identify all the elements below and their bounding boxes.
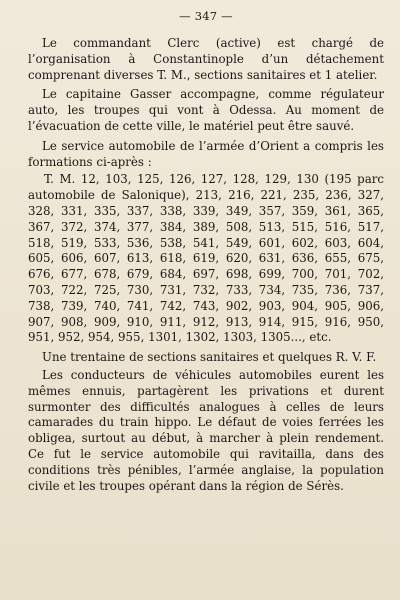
- paragraph-gasser: Le capitaine Gasser accompagne, comme régulateur auto, les troupes qui vont à Odessa. Au moment de l’évacuation de cette ville, le matériel peut être sauvé.: [28, 87, 384, 133]
- paragraph-formation-list: T. M. 12, 103, 125, 126, 127, 128, 129, 130 (195 parc automobile de Salonique), 213, 216, 221, 235, 236, 327, 328, 331, 335, 337, 338, 339, 349, 357, 359, 361, 365, 367, 372, 374, 377, 384, 389, 508, 513, 515, 516, 517, 518, 519, 533, 536, 538, 541, 549, 601, 602, 603, 604, 605, 606, 607, 613, 618, 619, 620, 631, 636, 655, 675, 676, 677, 678, 679, 684, 697, 698, 699, 700, 701, 702, 703, 722, 725, 730, 731, 732, 733, 734, 735, 736, 737, 738, 739, 740, 741, 742, 743, 902, 903, 904, 905, 906, 907, 908, 909, 910, 911, 912, 913, 914, 915, 916, 950, 951, 952, 954, 955, 1301, 1302, 1303, 1305..., etc.: [28, 172, 384, 345]
- paragraph-sanitary-sections: Une trentaine de sections sanitaires et quelques R. V. F.: [42, 350, 377, 365]
- paragraph-drivers: Les conducteurs de véhicules automobiles eurent les mêmes ennuis, partagèrent les privations et durent surmonter des difficultés analogues à celles de leurs camarades du train hippo. Le défaut de voies ferrées les obligea, surtout au début, à marcher à plein rendement. Ce fut le service automobile qui ravitailla, dans des conditions très pénibles, l’armée anglaise, la population civile et les troupes opérant dans la région de Sérès.: [28, 367, 384, 493]
- page-number: — 347 —: [179, 9, 233, 23]
- paragraph-clerc: Le commandant Clerc (active) est chargé de l’organisation à Constantinople d’un détachement comprenant diverses T. M., sections sanitaires et 1 atelier.: [28, 36, 384, 82]
- paragraph-service-intro: Le service automobile de l’armée d’Orient a compris les formations ci-après :: [28, 138, 384, 169]
